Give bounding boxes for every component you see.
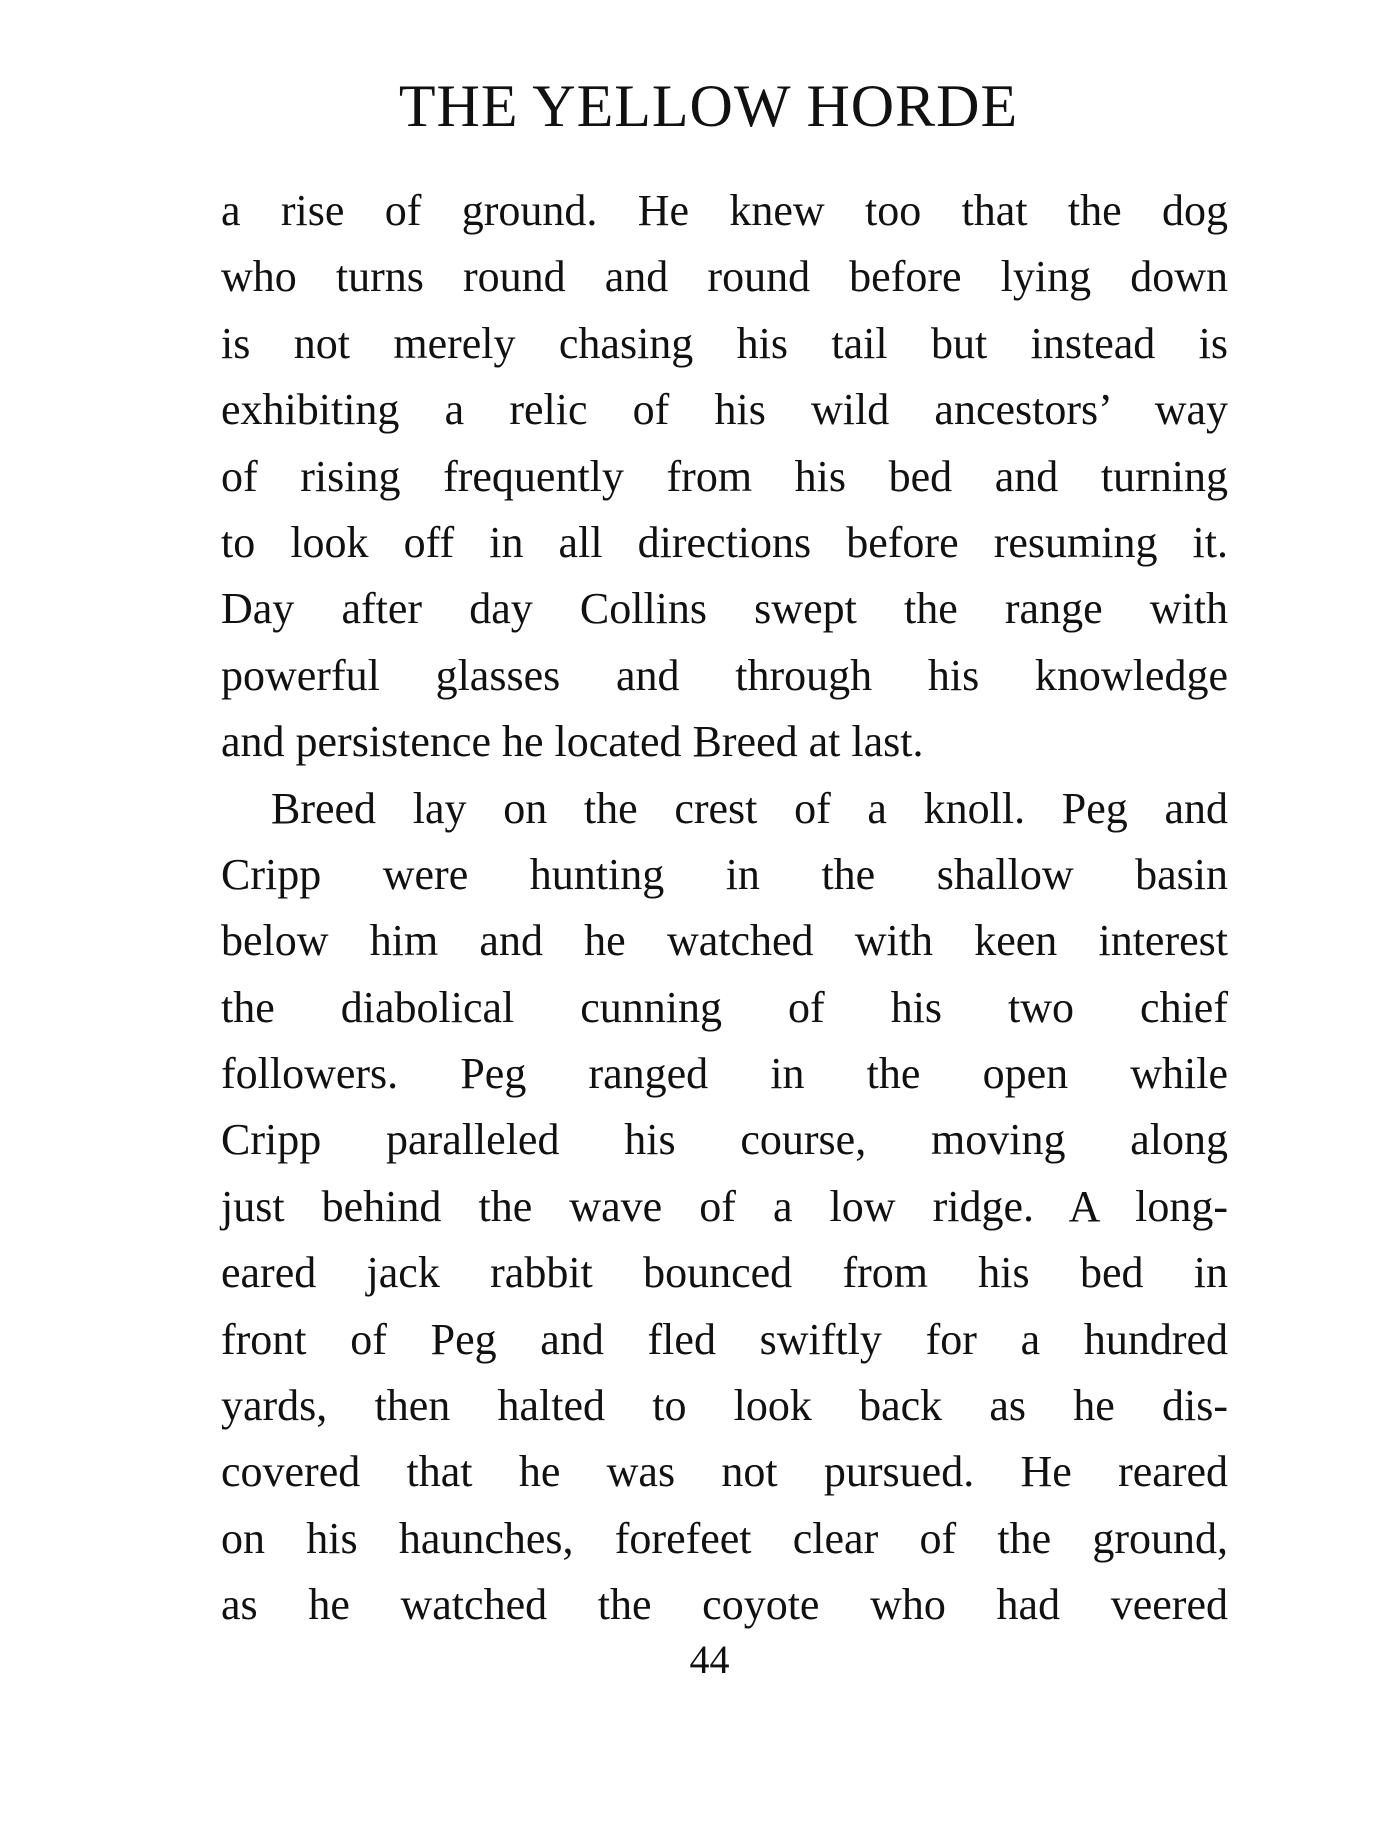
paragraph-2 [221, 776, 1228, 1639]
page-number: 44 [689, 1637, 730, 1682]
running-head: THE YELLOW HORDE [398, 73, 1019, 139]
text-line: eared jack rabbit bounced from his bed in [221, 1248, 1228, 1298]
text-line: and persistence he located Breed at last. [221, 717, 924, 767]
text-line: Breed lay on the crest of a knoll. Peg and [271, 783, 1228, 833]
text-line: on his haunches, forefeet clear of the ground, [221, 1513, 1228, 1563]
text-line: followers. Peg ranged in the open while [221, 1049, 1228, 1099]
text-line: Day after day Collins swept the range with [221, 584, 1228, 634]
text-line: exhibiting a relic of his wild ancestors’ way [221, 385, 1228, 435]
text-line: front of Peg and fled swiftly for a hundred [221, 1314, 1228, 1364]
text-line: who turns round and round before lying down [221, 252, 1228, 302]
text-line: below him and he watched with keen interest [221, 916, 1228, 966]
text-line: a rise of ground. He knew too that the dog [221, 186, 1228, 235]
text-line: just behind the wave of a low ridge. A long- [221, 1181, 1228, 1231]
text-line: covered that he was not pursued. He reared [221, 1447, 1228, 1497]
text-line: yards, then halted to look back as he dis- [221, 1381, 1228, 1431]
text-line: is not merely chasing his tail but instead is [221, 318, 1228, 368]
text-line: the diabolical cunning of his two chief [221, 982, 1228, 1032]
paragraph-1 [221, 178, 1228, 776]
text-line: Cripp were hunting in the shallow basin [221, 849, 1228, 899]
body-text [221, 178, 1228, 1639]
text-line: of rising frequently from his bed and turning [221, 451, 1228, 501]
text-line: Cripp paralleled his course, moving along [221, 1115, 1228, 1165]
text-line: powerful glasses and through his knowledge [221, 650, 1228, 700]
text-line: to look off in all directions before resuming it. [221, 517, 1228, 567]
text-line: as he watched the coyote who had veered [221, 1580, 1228, 1630]
